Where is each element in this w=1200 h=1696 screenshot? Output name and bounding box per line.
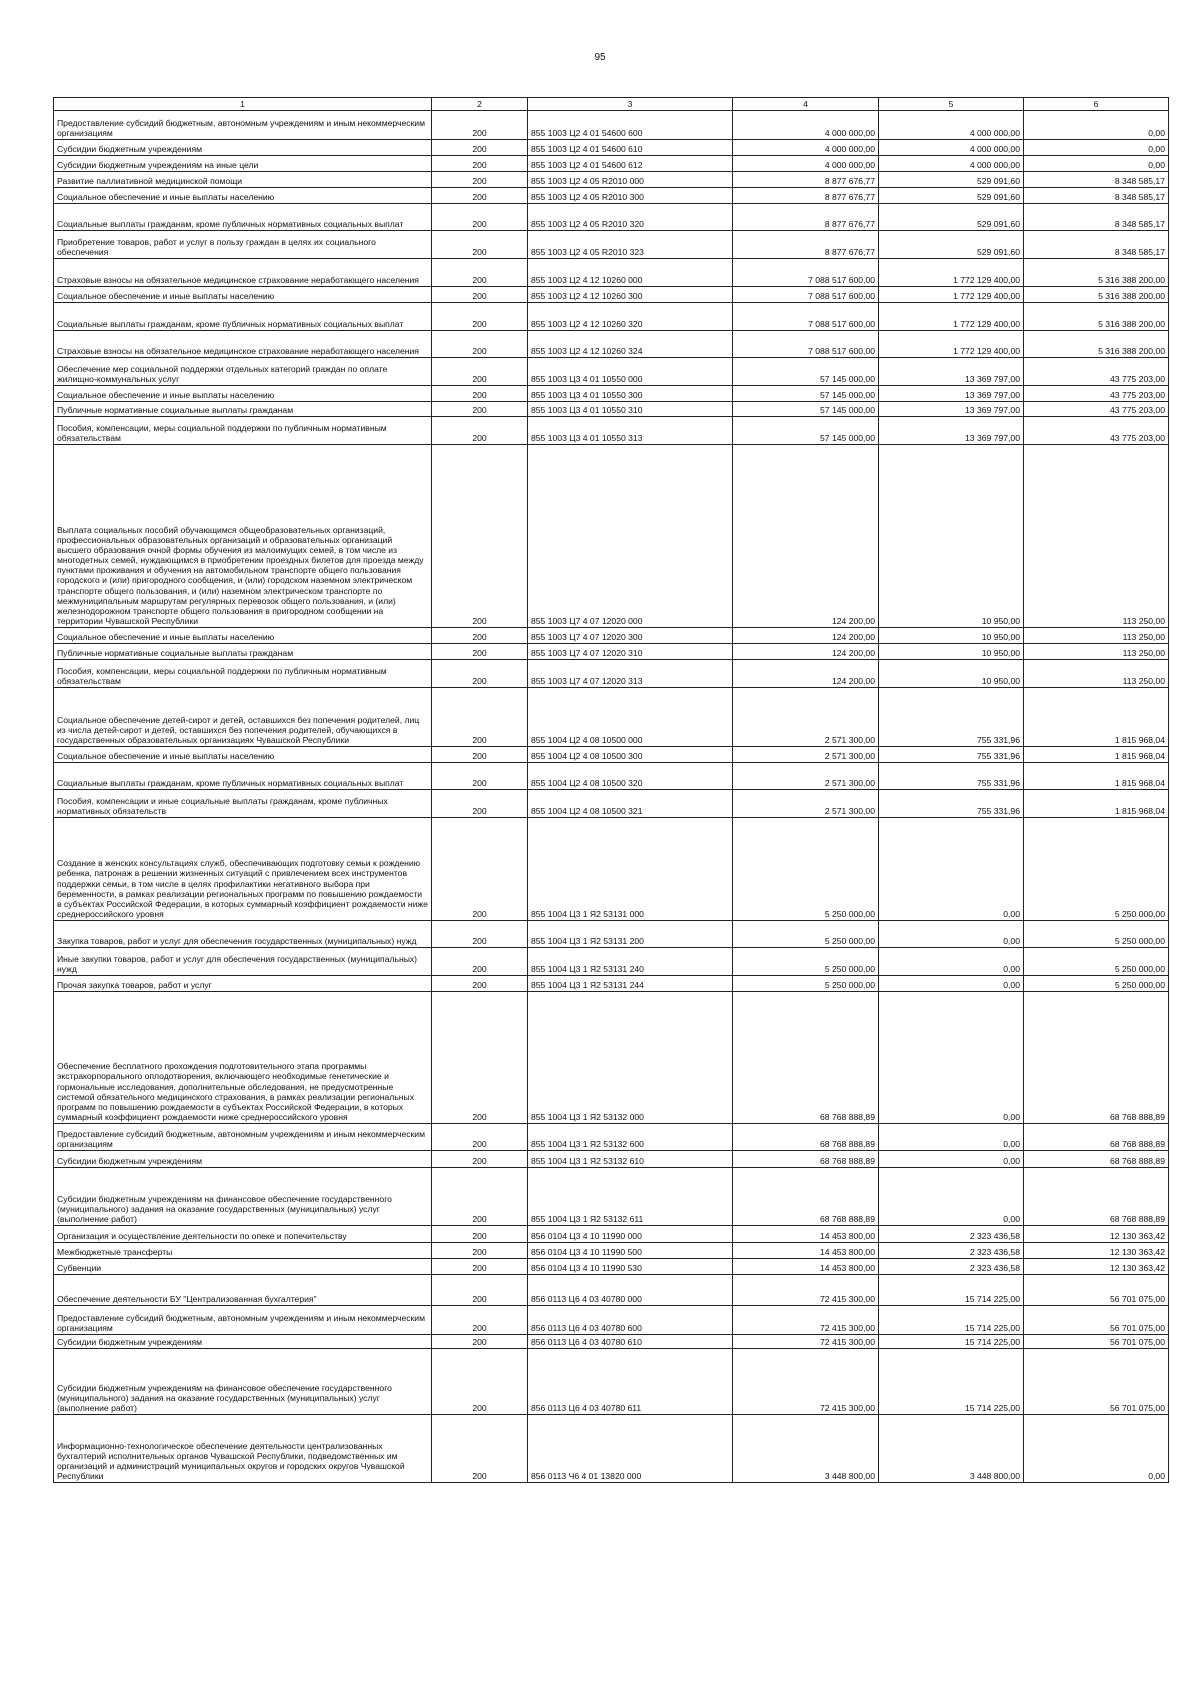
row-value-plan: 3 448 800,00 [733,1415,879,1483]
row-value-remaining: 56 701 075,00 [1024,1275,1169,1306]
row-value-remaining: 113 250,00 [1024,445,1169,628]
row-code: 855 1004 Ц3 1 Я2 53132 611 [528,1168,733,1226]
row-value-executed: 15 714 225,00 [879,1335,1024,1349]
row-indicator: 200 [432,790,528,818]
row-value-remaining: 5 316 388 200,00 [1024,331,1169,358]
row-value-remaining: 12 130 363,42 [1024,1226,1169,1243]
row-name: Социальное обеспечение и иные выплаты населению [54,287,432,303]
row-indicator: 200 [432,172,528,188]
row-value-executed: 13 369 797,00 [879,358,1024,386]
row-value-remaining: 68 768 888,89 [1024,1168,1169,1226]
row-value-remaining: 43 775 203,00 [1024,417,1169,445]
table-row [54,231,1169,259]
row-value-remaining: 5 250 000,00 [1024,976,1169,992]
table-row [54,992,1169,1124]
row-indicator: 200 [432,921,528,948]
row-value-plan: 72 415 300,00 [733,1306,879,1335]
column-header: 6 [1024,98,1169,111]
row-code: 855 1003 Ц7 4 07 12020 300 [528,628,733,644]
row-value-remaining: 56 701 075,00 [1024,1306,1169,1335]
table-row [54,1415,1169,1483]
row-value-executed: 529 091,60 [879,231,1024,259]
row-value-executed: 0,00 [879,976,1024,992]
row-code: 855 1003 Ц3 4 01 10550 300 [528,386,733,402]
row-value-remaining: 12 130 363,42 [1024,1243,1169,1259]
row-indicator: 200 [432,628,528,644]
row-value-plan: 68 768 888,89 [733,1151,879,1168]
row-value-executed: 0,00 [879,992,1024,1124]
row-code: 856 0113 Ц6 4 03 40780 000 [528,1275,733,1306]
row-name: Субсидии бюджетным учреждениям [54,140,432,156]
row-name: Субсидии бюджетным учреждениям [54,1151,432,1168]
row-value-executed: 15 714 225,00 [879,1349,1024,1415]
row-name: Приобретение товаров, работ и услуг в пользу граждан в целях их социального обеспечения [54,231,432,259]
row-value-plan: 2 571 300,00 [733,763,879,790]
row-code: 855 1004 Ц2 4 08 10500 321 [528,790,733,818]
row-value-executed: 529 091,60 [879,204,1024,231]
row-value-plan: 7 088 517 600,00 [733,303,879,331]
row-value-executed: 0,00 [879,948,1024,976]
row-value-plan: 8 877 676,77 [733,204,879,231]
row-value-plan: 7 088 517 600,00 [733,287,879,303]
row-code: 855 1004 Ц3 1 Я2 53132 000 [528,992,733,1124]
row-name: Страховые взносы на обязательное медицинское страхование неработающего населения [54,259,432,287]
row-value-remaining: 68 768 888,89 [1024,1124,1169,1151]
row-value-remaining: 56 701 075,00 [1024,1335,1169,1349]
row-value-plan: 72 415 300,00 [733,1275,879,1306]
table-row [54,921,1169,948]
row-value-executed: 2 323 436,58 [879,1226,1024,1243]
table-row [54,1243,1169,1259]
row-indicator: 200 [432,111,528,140]
row-name: Субсидии бюджетным учреждениям на иные цели [54,156,432,172]
row-name: Закупка товаров, работ и услуг для обеспечения государственных (муниципальных) нужд [54,921,432,948]
row-value-executed: 4 000 000,00 [879,111,1024,140]
row-indicator: 200 [432,1335,528,1349]
row-value-remaining: 113 250,00 [1024,644,1169,660]
row-name: Предоставление субсидий бюджетным, автономным учреждениям и иным некоммерческим организациям [54,111,432,140]
row-value-plan: 8 877 676,77 [733,172,879,188]
row-indicator: 200 [432,204,528,231]
row-name: Обеспечение бесплатного прохождения подготовительного этапа программы экстракорпорального оплодотворения, включающего необходимые генетические и гормональные исследования, дополнительные обследования, не предусмотренные системой обязательного медицинского страхования, в рамках реализации региональных программ по повышению рождаемости в субъектах Российской Федерации, в которых суммарный коэффициент рождаемости ниже среднероссийского уровня [54,992,432,1124]
row-value-plan: 57 145 000,00 [733,417,879,445]
row-code: 855 1004 Ц3 1 Я2 53131 240 [528,948,733,976]
table-row [54,688,1169,747]
row-value-executed: 2 323 436,58 [879,1259,1024,1275]
budget-table [53,97,1169,1483]
table-row [54,386,1169,402]
row-code: 856 0113 Ц6 4 03 40780 610 [528,1335,733,1349]
row-value-plan: 4 000 000,00 [733,156,879,172]
row-indicator: 200 [432,976,528,992]
row-name: Социальное обеспечение и иные выплаты населению [54,628,432,644]
table-row [54,204,1169,231]
row-indicator: 200 [432,948,528,976]
row-value-plan: 5 250 000,00 [733,818,879,921]
row-code: 855 1003 Ц2 4 05 R2010 300 [528,188,733,204]
row-value-remaining: 43 775 203,00 [1024,402,1169,417]
row-value-plan: 4 000 000,00 [733,111,879,140]
row-value-executed: 1 772 129 400,00 [879,303,1024,331]
row-value-remaining: 5 250 000,00 [1024,818,1169,921]
row-code: 855 1003 Ц7 4 07 12020 310 [528,644,733,660]
row-value-remaining: 8 348 585,17 [1024,231,1169,259]
row-indicator: 200 [432,688,528,747]
row-value-plan: 72 415 300,00 [733,1335,879,1349]
row-value-plan: 2 571 300,00 [733,790,879,818]
row-value-executed: 10 950,00 [879,660,1024,688]
row-code: 855 1003 Ц2 4 05 R2010 320 [528,204,733,231]
table-row [54,156,1169,172]
table-row [54,790,1169,818]
row-value-plan: 124 200,00 [733,644,879,660]
table-row [54,1349,1169,1415]
table-row [54,948,1169,976]
row-value-executed: 15 714 225,00 [879,1275,1024,1306]
row-value-plan: 57 145 000,00 [733,386,879,402]
row-code: 855 1003 Ц2 4 12 10260 300 [528,287,733,303]
row-name: Социальные выплаты гражданам, кроме публичных нормативных социальных выплат [54,204,432,231]
row-indicator: 200 [432,417,528,445]
row-value-remaining: 8 348 585,17 [1024,188,1169,204]
table-row [54,1168,1169,1226]
row-value-remaining: 56 701 075,00 [1024,1349,1169,1415]
table-row [54,417,1169,445]
row-code: 855 1003 Ц7 4 07 12020 313 [528,660,733,688]
row-name: Страховые взносы на обязательное медицинское страхование неработающего населения [54,331,432,358]
row-indicator: 200 [432,747,528,763]
table-row [54,358,1169,386]
row-value-executed: 3 448 800,00 [879,1415,1024,1483]
table-row [54,331,1169,358]
table-row [54,747,1169,763]
row-name: Публичные нормативные социальные выплаты гражданам [54,402,432,417]
row-value-executed: 0,00 [879,1168,1024,1226]
row-value-executed: 755 331,96 [879,790,1024,818]
table-row [54,259,1169,287]
row-value-executed: 755 331,96 [879,763,1024,790]
row-name: Пособия, компенсации, меры социальной поддержки по публичным нормативным обязательствам [54,417,432,445]
row-indicator: 200 [432,1275,528,1306]
row-value-executed: 1 772 129 400,00 [879,287,1024,303]
table-row [54,303,1169,331]
row-value-plan: 5 250 000,00 [733,976,879,992]
row-value-remaining: 43 775 203,00 [1024,358,1169,386]
table-row [54,287,1169,303]
row-indicator: 200 [432,402,528,417]
row-code: 855 1004 Ц2 4 08 10500 320 [528,763,733,790]
row-indicator: 200 [432,303,528,331]
row-code: 856 0113 Ч6 4 01 13820 000 [528,1415,733,1483]
table-row [54,660,1169,688]
row-value-plan: 68 768 888,89 [733,1124,879,1151]
column-header: 4 [733,98,879,111]
row-indicator: 200 [432,1243,528,1259]
table-row [54,1335,1169,1349]
row-value-executed: 4 000 000,00 [879,156,1024,172]
row-indicator: 200 [432,140,528,156]
row-value-executed: 1 772 129 400,00 [879,331,1024,358]
row-value-plan: 14 453 800,00 [733,1243,879,1259]
page-number: 95 [594,52,606,63]
row-value-plan: 124 200,00 [733,660,879,688]
table-row [54,644,1169,660]
table-row [54,1124,1169,1151]
row-indicator: 200 [432,445,528,628]
table-row [54,1151,1169,1168]
row-name: Прочая закупка товаров, работ и услуг [54,976,432,992]
row-indicator: 200 [432,188,528,204]
row-value-executed: 529 091,60 [879,172,1024,188]
row-indicator: 200 [432,1306,528,1335]
row-name: Социальные выплаты гражданам, кроме публичных нормативных социальных выплат [54,763,432,790]
row-name: Организация и осуществление деятельности по опеке и попечительству [54,1226,432,1243]
row-value-executed: 0,00 [879,818,1024,921]
column-header: 5 [879,98,1024,111]
row-value-remaining: 0,00 [1024,156,1169,172]
row-value-executed: 0,00 [879,1151,1024,1168]
table-row [54,445,1169,628]
table-row [54,402,1169,417]
row-indicator: 200 [432,1415,528,1483]
row-code: 855 1003 Ц2 4 05 R2010 323 [528,231,733,259]
row-value-executed: 0,00 [879,921,1024,948]
row-value-executed: 2 323 436,58 [879,1243,1024,1259]
row-indicator: 200 [432,156,528,172]
table-row [54,1306,1169,1335]
row-value-remaining: 0,00 [1024,111,1169,140]
row-value-remaining: 5 316 388 200,00 [1024,303,1169,331]
row-name: Субвенции [54,1259,432,1275]
table-body [54,111,1169,1483]
row-value-plan: 5 250 000,00 [733,921,879,948]
row-name: Пособия, компенсации и иные социальные выплаты гражданам, кроме публичных нормативных обязательств [54,790,432,818]
row-code: 855 1003 Ц3 4 01 10550 000 [528,358,733,386]
row-indicator: 200 [432,992,528,1124]
row-name: Предоставление субсидий бюджетным, автономным учреждениям и иным некоммерческим организациям [54,1124,432,1151]
row-code: 855 1003 Ц3 4 01 10550 313 [528,417,733,445]
row-name: Субсидии бюджетным учреждениям [54,1335,432,1349]
row-name: Социальное обеспечение и иные выплаты населению [54,386,432,402]
row-value-plan: 2 571 300,00 [733,688,879,747]
row-value-plan: 7 088 517 600,00 [733,331,879,358]
row-value-remaining: 1 815 968,04 [1024,790,1169,818]
row-value-plan: 124 200,00 [733,628,879,644]
row-name: Иные закупки товаров, работ и услуг для обеспечения государственных (муниципальных) нужд [54,948,432,976]
row-value-executed: 13 369 797,00 [879,417,1024,445]
row-indicator: 200 [432,331,528,358]
row-value-executed: 10 950,00 [879,644,1024,660]
row-code: 855 1004 Ц2 4 08 10500 300 [528,747,733,763]
row-code: 855 1003 Ц3 4 01 10550 310 [528,402,733,417]
row-value-remaining: 12 130 363,42 [1024,1259,1169,1275]
row-name: Обеспечение мер социальной поддержки отдельных категорий граждан по оплате жилищно-коммунальных услуг [54,358,432,386]
row-value-remaining: 5 316 388 200,00 [1024,287,1169,303]
table-row [54,188,1169,204]
row-code: 855 1003 Ц2 4 01 54600 612 [528,156,733,172]
row-name: Публичные нормативные социальные выплаты гражданам [54,644,432,660]
table-row [54,140,1169,156]
row-value-plan: 57 145 000,00 [733,402,879,417]
table-header-row [54,98,1169,111]
row-value-remaining: 0,00 [1024,1415,1169,1483]
row-code: 855 1004 Ц3 1 Я2 53132 600 [528,1124,733,1151]
row-value-executed: 755 331,96 [879,688,1024,747]
row-value-remaining: 1 815 968,04 [1024,747,1169,763]
row-code: 855 1003 Ц2 4 12 10260 324 [528,331,733,358]
row-value-plan: 14 453 800,00 [733,1259,879,1275]
row-value-executed: 15 714 225,00 [879,1306,1024,1335]
row-value-plan: 7 088 517 600,00 [733,259,879,287]
row-value-remaining: 8 348 585,17 [1024,204,1169,231]
row-value-plan: 72 415 300,00 [733,1349,879,1415]
table-row [54,763,1169,790]
row-indicator: 200 [432,1168,528,1226]
row-value-remaining: 8 348 585,17 [1024,172,1169,188]
row-value-plan: 68 768 888,89 [733,1168,879,1226]
row-value-remaining: 1 815 968,04 [1024,688,1169,747]
table-row [54,172,1169,188]
table-row [54,1259,1169,1275]
row-indicator: 200 [432,386,528,402]
row-indicator: 200 [432,259,528,287]
row-code: 855 1004 Ц3 1 Я2 53131 200 [528,921,733,948]
row-code: 855 1003 Ц2 4 01 54600 610 [528,140,733,156]
row-name: Социальные выплаты гражданам, кроме публичных нормативных социальных выплат [54,303,432,331]
row-value-plan: 2 571 300,00 [733,747,879,763]
row-name: Субсидии бюджетным учреждениям на финансовое обеспечение государственного (муниципального) задания на оказание государственных (муниципальных) услуг (выполнение работ) [54,1168,432,1226]
row-code: 855 1003 Ц2 4 05 R2010 000 [528,172,733,188]
row-code: 855 1004 Ц2 4 08 10500 000 [528,688,733,747]
row-value-executed: 13 369 797,00 [879,386,1024,402]
row-indicator: 200 [432,818,528,921]
row-code: 855 1004 Ц3 1 Я2 53132 610 [528,1151,733,1168]
row-value-remaining: 5 250 000,00 [1024,948,1169,976]
row-indicator: 200 [432,1259,528,1275]
row-value-executed: 4 000 000,00 [879,140,1024,156]
row-value-plan: 5 250 000,00 [733,948,879,976]
row-value-plan: 14 453 800,00 [733,1226,879,1243]
row-value-executed: 13 369 797,00 [879,402,1024,417]
row-value-executed: 1 772 129 400,00 [879,259,1024,287]
row-value-plan: 68 768 888,89 [733,992,879,1124]
row-value-plan: 4 000 000,00 [733,140,879,156]
row-value-plan: 57 145 000,00 [733,358,879,386]
row-code: 856 0113 Ц6 4 03 40780 611 [528,1349,733,1415]
row-name: Информационно-технологическое обеспечение деятельности централизованных бухгалтерий исполнительных органов Чувашской Республики, подведомственных им организаций и администраций муниципальных округов и городских округов Чувашской Республики [54,1415,432,1483]
column-header: 1 [54,98,432,111]
row-value-remaining: 0,00 [1024,140,1169,156]
row-name: Пособия, компенсации, меры социальной поддержки по публичным нормативным обязательствам [54,660,432,688]
row-value-remaining: 5 316 388 200,00 [1024,259,1169,287]
row-name: Создание в женских консультациях служб, обеспечивающих подготовку семьи к рождению ребенка, патронаж в решении жизненных ситуаций с привлечением всех инструментов поддержки семьи, в том числе в целях профилактики негативного выбора при беременности, в рамках реализации региональных программ по повышению рождаемости в субъектах Российской Федерации, в которых суммарный коэффициент рождаемости ниже среднероссийского уровня [54,818,432,921]
row-indicator: 200 [432,1124,528,1151]
row-name: Предоставление субсидий бюджетным, автономным учреждениям и иным некоммерческим организациям [54,1306,432,1335]
row-code: 855 1003 Ц2 4 12 10260 320 [528,303,733,331]
row-value-remaining: 113 250,00 [1024,660,1169,688]
row-value-remaining: 68 768 888,89 [1024,992,1169,1124]
table-row [54,1226,1169,1243]
row-indicator: 200 [432,231,528,259]
row-code: 855 1003 Ц7 4 07 12020 000 [528,445,733,628]
row-indicator: 200 [432,1151,528,1168]
row-code: 855 1003 Ц2 4 12 10260 000 [528,259,733,287]
row-code: 855 1004 Ц3 1 Я2 53131 000 [528,818,733,921]
row-indicator: 200 [432,644,528,660]
row-value-plan: 124 200,00 [733,445,879,628]
row-value-plan: 8 877 676,77 [733,231,879,259]
row-indicator: 200 [432,358,528,386]
row-value-remaining: 43 775 203,00 [1024,386,1169,402]
table-row [54,111,1169,140]
row-name: Субсидии бюджетным учреждениям на финансовое обеспечение государственного (муниципального) задания на оказание государственных (муниципальных) услуг (выполнение работ) [54,1349,432,1415]
table-row [54,1275,1169,1306]
row-value-executed: 0,00 [879,1124,1024,1151]
row-code: 856 0104 Ц3 4 10 11990 000 [528,1226,733,1243]
row-code: 856 0104 Ц3 4 10 11990 530 [528,1259,733,1275]
row-name: Межбюджетные трансферты [54,1243,432,1259]
row-indicator: 200 [432,1226,528,1243]
row-code: 856 0113 Ц6 4 03 40780 600 [528,1306,733,1335]
row-value-remaining: 1 815 968,04 [1024,763,1169,790]
row-value-executed: 10 950,00 [879,628,1024,644]
row-value-executed: 755 331,96 [879,747,1024,763]
row-code: 855 1004 Ц3 1 Я2 53131 244 [528,976,733,992]
row-name: Развитие паллиативной медицинской помощи [54,172,432,188]
row-name: Выплата социальных пособий обучающимся общеобразовательных организаций, профессиональных образовательных организаций и образовательных организаций высшего образования очной формы обучения из малоимущих семей, в том числе из многодетных семей, нуждающимся в приобретении проездных билетов для проезда между пунктами проживания и обучения на автомобильном транспорте общего пользования городского и (или) пригородного сообщения, и (или) городском наземном электрическом транспорте общего пользования, и (или) наземном электрическом транспорте по межмуниципальным маршрутам регулярных перевозок общего пользования, и (или) железнодорожном транспорте общего пользования в пригородном сообщении на территории Чувашской Республики [54,445,432,628]
row-code: 856 0104 Ц3 4 10 11990 500 [528,1243,733,1259]
row-value-remaining: 5 250 000,00 [1024,921,1169,948]
row-indicator: 200 [432,287,528,303]
row-value-remaining: 68 768 888,89 [1024,1151,1169,1168]
row-code: 855 1003 Ц2 4 01 54600 600 [528,111,733,140]
row-indicator: 200 [432,1349,528,1415]
row-indicator: 200 [432,660,528,688]
row-name: Обеспечение деятельности БУ "Централизованная бухгалтерия" [54,1275,432,1306]
row-indicator: 200 [432,763,528,790]
table-row [54,818,1169,921]
row-name: Социальное обеспечение и иные выплаты населению [54,747,432,763]
column-header: 3 [528,98,733,111]
row-value-remaining: 113 250,00 [1024,628,1169,644]
table-row [54,628,1169,644]
row-value-plan: 8 877 676,77 [733,188,879,204]
row-value-executed: 10 950,00 [879,445,1024,628]
table-row [54,976,1169,992]
row-value-executed: 529 091,60 [879,188,1024,204]
row-name: Социальное обеспечение и иные выплаты населению [54,188,432,204]
column-header: 2 [432,98,528,111]
row-name: Социальное обеспечение детей-сирот и детей, оставшихся без попечения родителей, лиц из числа детей-сирот и детей, оставшихся без попечения родителей, обучающихся в государственных образовательных организациях Чувашской Республики [54,688,432,747]
